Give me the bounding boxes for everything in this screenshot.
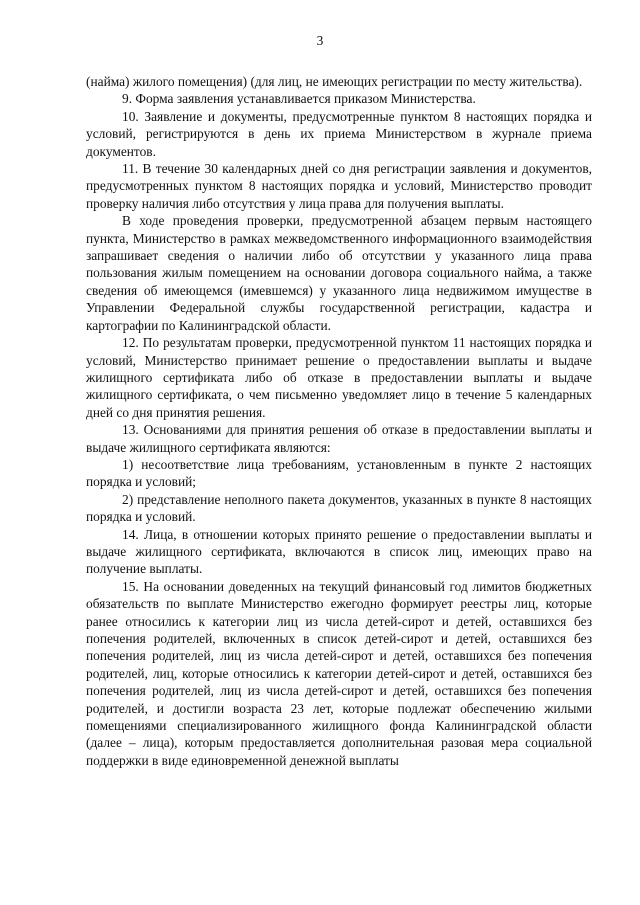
paragraph-continuation: (найма) жилого помещения) (для лиц, не имеющих регистрации по месту жительства). (86, 74, 583, 89)
paragraph-item-14: 14. Лица, в отношении которых принято решение о предоставлении выплаты и выдаче жилищного сертификата, включаются в список лиц, имеющих право на получение выплаты. (86, 526, 592, 577)
paragraph-item-15: 15. На основании доведенных на текущий финансовый год лимитов бюджетных обязательств по выплате Министерство ежегодно формирует реестры лиц, которые ранее относились к категории лиц из числа детей-сирот и детей, оставшихся без попечения родителей, включенных в список детей-сирот и детей, оставшихся без попечения родителей, лиц из числа детей-сирот и детей, оставшихся без попечения родителей, лиц, которые относились к категории детей-сирот и детей, оставшихся без попечения родителей, лиц из числа детей-сирот и детей, оставшихся без попечения родителей, и достигли возраста 23 лет, которые подлежат обеспечению жилыми помещениями специализированного жилищного фонда Калининградской области (далее – лица), которым предоставляется дополнительная разовая мера социальной поддержки в виде единовременной денежной выплаты (86, 578, 592, 768)
document-body (86, 73, 592, 769)
paragraph-item-13: 13. Основаниями для принятия решения об отказе в предоставлении выплаты и выдаче жилищного сертификата являются: (86, 422, 592, 455)
page-number: 3 (316, 33, 324, 48)
paragraph-item-11-second: В ходе проведения проверки, предусмотренной абзацем первым настоящего пункта, Министерство в рамках межведомственного информационного взаимодействия запрашивает сведения о наличии либо об отсутствии у указанного лица права пользования жилым помещением на основании договора социального найма, а также сведения об имеющемся (имевшемся) у указанного лица недвижимом имуществе в Управлении Федеральной службы государственной регистрации, кадастра и картографии по Калининградской области. (86, 213, 592, 333)
paragraph-item-12: 12. По результатам проверки, предусмотренной пунктом 11 настоящих порядка и условий, Министерство принимает решение о предоставлении выплаты и выдаче жилищного сертификата либо об отказе в предоставлении выплаты и выдаче жилищного сертификата, о чем письменно уведомляет лицо в течение 5 календарных дней со дня принятия решения. (86, 335, 592, 420)
paragraph-subitem-1: 1) несоответствие лица требованиям, установленным в пункте 2 настоящих порядка и условий; (86, 456, 592, 490)
paragraph-item-11: 11. В течение 30 календарных дней со дня регистрации заявления и документов, предусмотренных пунктом 8 настоящих порядка и условий, Министерство проводит проверку наличия либо отсутствия у лица права для получения выплаты. (86, 161, 592, 211)
paragraph-item-10: 10. Заявление и документы, предусмотренные пунктом 8 настоящих порядка и условий, регистрируются в день их приема Министерством в журнале приема документов. (86, 108, 592, 159)
paragraph-subitem-2: 2) представление неполного пакета документов, указанных в пункте 8 настоящих порядка и условий. (86, 491, 592, 525)
paragraph-item-9: 9. Форма заявления устанавливается приказом Министерства. (122, 91, 476, 107)
